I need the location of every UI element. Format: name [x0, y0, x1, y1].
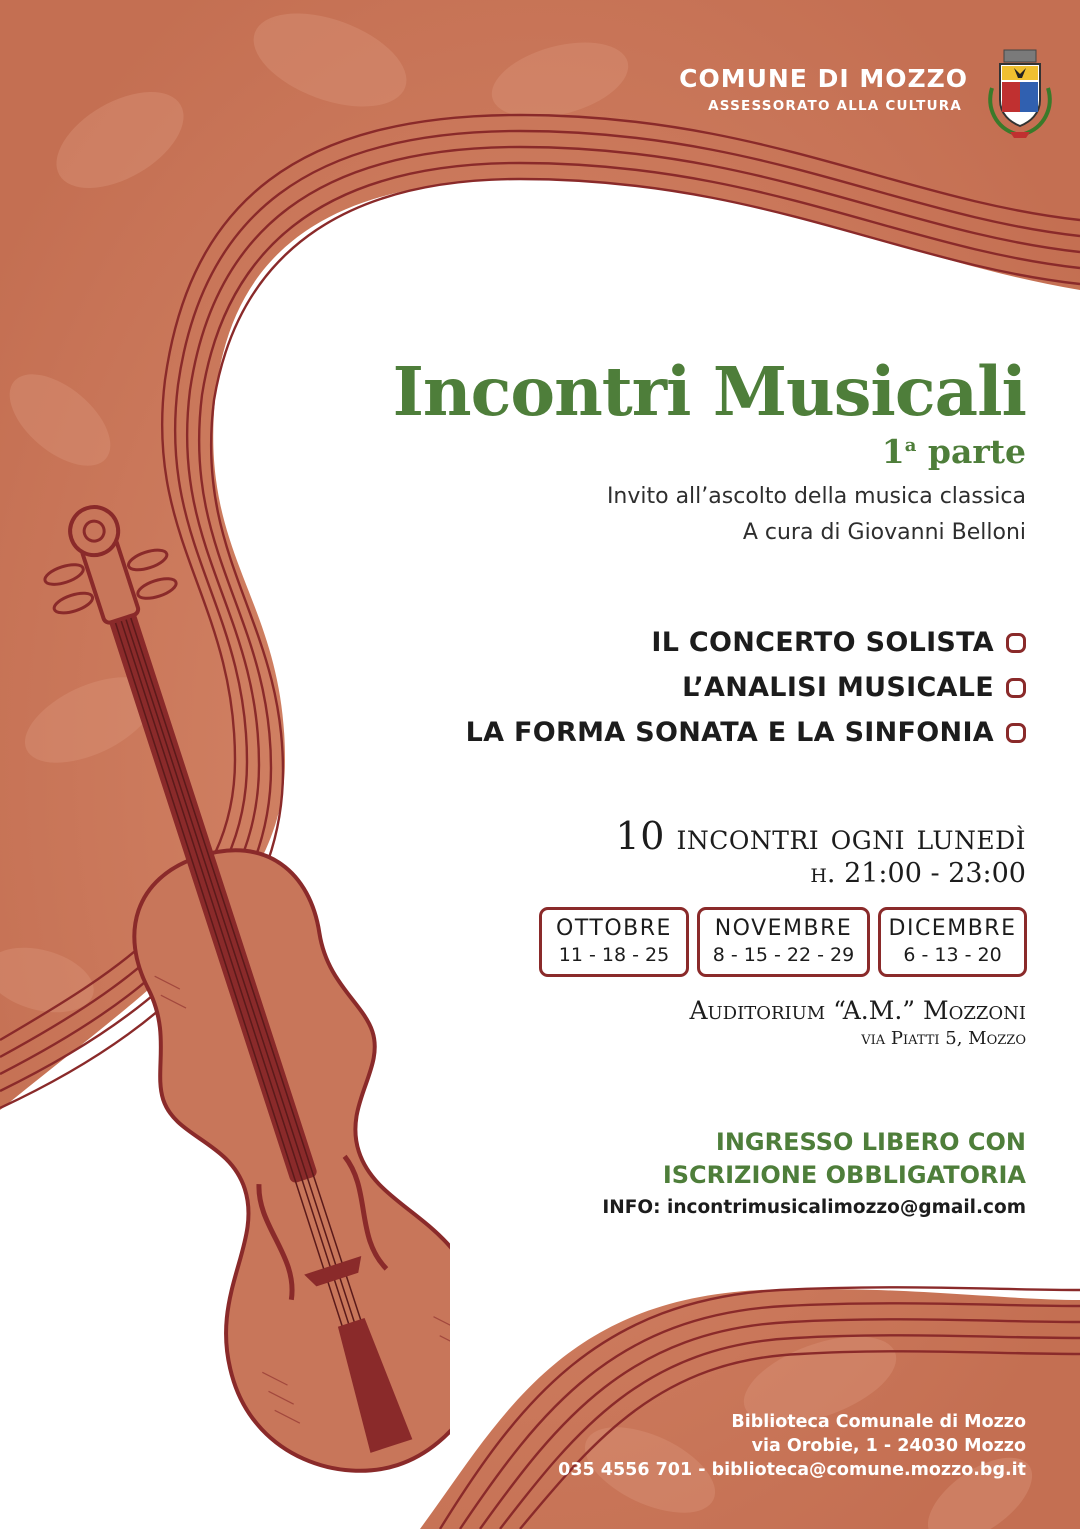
part-suffix: a [904, 435, 917, 456]
event-part [882, 432, 1026, 471]
topic-label: IL CONCERTO SOLISTA [651, 627, 994, 658]
topic-label: L’ANALISI MUSICALE [682, 672, 994, 703]
violin-illustration [30, 480, 450, 1480]
footer-address: via Orobie, 1 - 24030 Mozzo [751, 1436, 1026, 1456]
organization-department: ASSESSORATO ALLA CULTURA [708, 98, 962, 114]
topic-item [466, 665, 1026, 710]
part-number: 1 [881, 432, 905, 471]
schedule-headline [616, 814, 1026, 858]
month-dates: 6 - 13 - 20 [903, 944, 1002, 966]
topic-label: LA FORMA SONATA E LA SINFONIA [465, 717, 994, 748]
footer-library-name: Biblioteca Comunale di Mozzo [731, 1412, 1026, 1432]
month-dates: 8 - 15 - 22 - 29 [712, 944, 855, 966]
topics-list [466, 620, 1026, 755]
month-box-novembre [697, 907, 870, 977]
organization-name: COMUNE DI MOZZO [679, 64, 968, 93]
footer-contacts: 035 4556 701 - biblioteca@comune.mozzo.bg.it [558, 1460, 1026, 1480]
checkbox-outline-icon [1006, 723, 1026, 743]
month-boxes [539, 907, 1027, 977]
schedule-hours: h. 21:00 - 23:00 [810, 858, 1026, 889]
event-title: Incontri Musicali [392, 352, 1026, 431]
checkbox-outline-icon [1006, 678, 1026, 698]
checkbox-outline-icon [1006, 633, 1026, 653]
venue-name: Auditorium “A.M.” Mozzoni [689, 996, 1026, 1025]
topic-item [466, 710, 1026, 755]
month-name: DICEMBRE [888, 916, 1017, 941]
event-curator: A cura di Giovanni Belloni [742, 520, 1026, 545]
schedule-description: incontri ogni lunedì [676, 818, 1026, 858]
registration-line-2: ISCRIZIONE OBBLIGATORIA [662, 1161, 1026, 1189]
month-name: NOVEMBRE [714, 916, 853, 941]
month-name: OTTOBRE [556, 916, 672, 941]
month-dates: 11 - 18 - 25 [558, 944, 670, 966]
part-word: parte [927, 432, 1026, 471]
schedule-count: 10 [615, 814, 665, 858]
event-subtitle: Invito all’ascolto della musica classica [606, 484, 1026, 509]
topic-item [466, 620, 1026, 665]
municipal-crest-icon [982, 48, 1058, 140]
month-box-ottobre [539, 907, 689, 977]
info-email: INFO: incontrimusicalimozzo@gmail.com [602, 1197, 1026, 1218]
venue-address: via Piatti 5, Mozzo [861, 1028, 1026, 1049]
registration-line-1: INGRESSO LIBERO CON [715, 1128, 1026, 1156]
month-box-dicembre [878, 907, 1027, 977]
